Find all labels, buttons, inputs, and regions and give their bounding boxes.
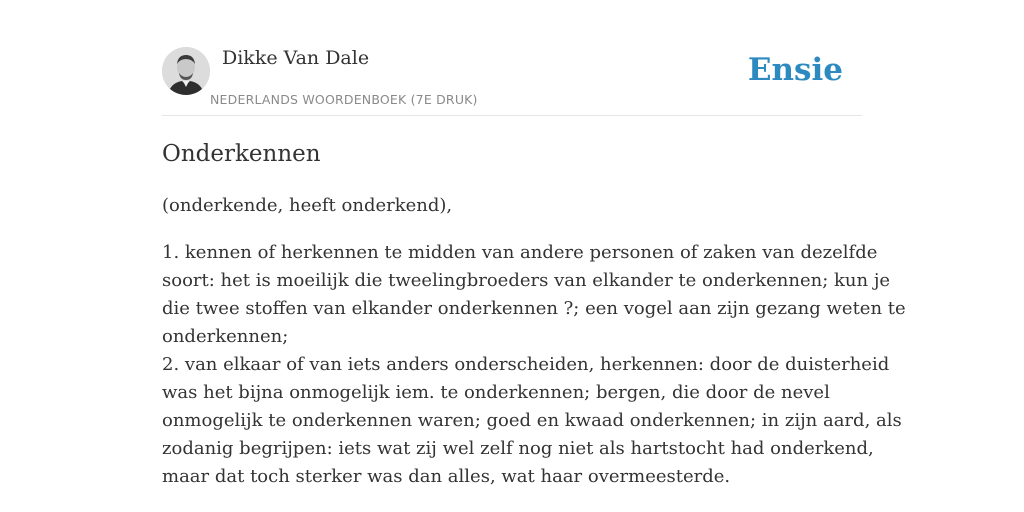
source-label[interactable]: NEDERLANDS WOORDENBOEK (7E DRUK) [210, 92, 478, 107]
author-avatar[interactable] [162, 47, 210, 95]
definition-line: maar dat toch sterker was dan alles, wat haar overmeesterde. [162, 466, 731, 487]
portrait-icon [162, 47, 210, 95]
definition-line: was het bijna onmogelijk iem. te onderkennen; bergen, die door de nevel [162, 382, 830, 403]
entry-definition [162, 239, 906, 491]
entry-grammar: (onderkende, heeft onderkend), [162, 195, 453, 216]
definition-line: onmogelijk te onderkennen waren; goed en kwaad onderkennen; in zijn aard, als [162, 410, 902, 431]
definition-line: 2. van elkaar of van iets anders onderscheiden, herkennen: door de duisterheid [162, 354, 890, 375]
definition-line: zodanig begrijpen: iets wat zij wel zelf nog niet als hartstocht had onderkend, [162, 438, 874, 459]
entry-title: Onderkennen [162, 141, 321, 167]
definition-line: soort: het is moeilijk die tweelingbroeders van elkander te onderkennen; kun je [162, 270, 891, 291]
definition-line: onderkennen; [162, 326, 289, 347]
entry-header [162, 0, 862, 116]
ensie-logo[interactable]: Ensie [747, 52, 843, 88]
entry-card [162, 0, 906, 512]
definition-line: 1. kennen of herkennen te midden van andere personen of zaken van dezelfde [162, 242, 878, 263]
author-name[interactable]: Dikke Van Dale [222, 47, 370, 69]
definition-line: die twee stoffen van elkander onderkennen ?; een vogel aan zijn gezang weten te [162, 298, 906, 319]
